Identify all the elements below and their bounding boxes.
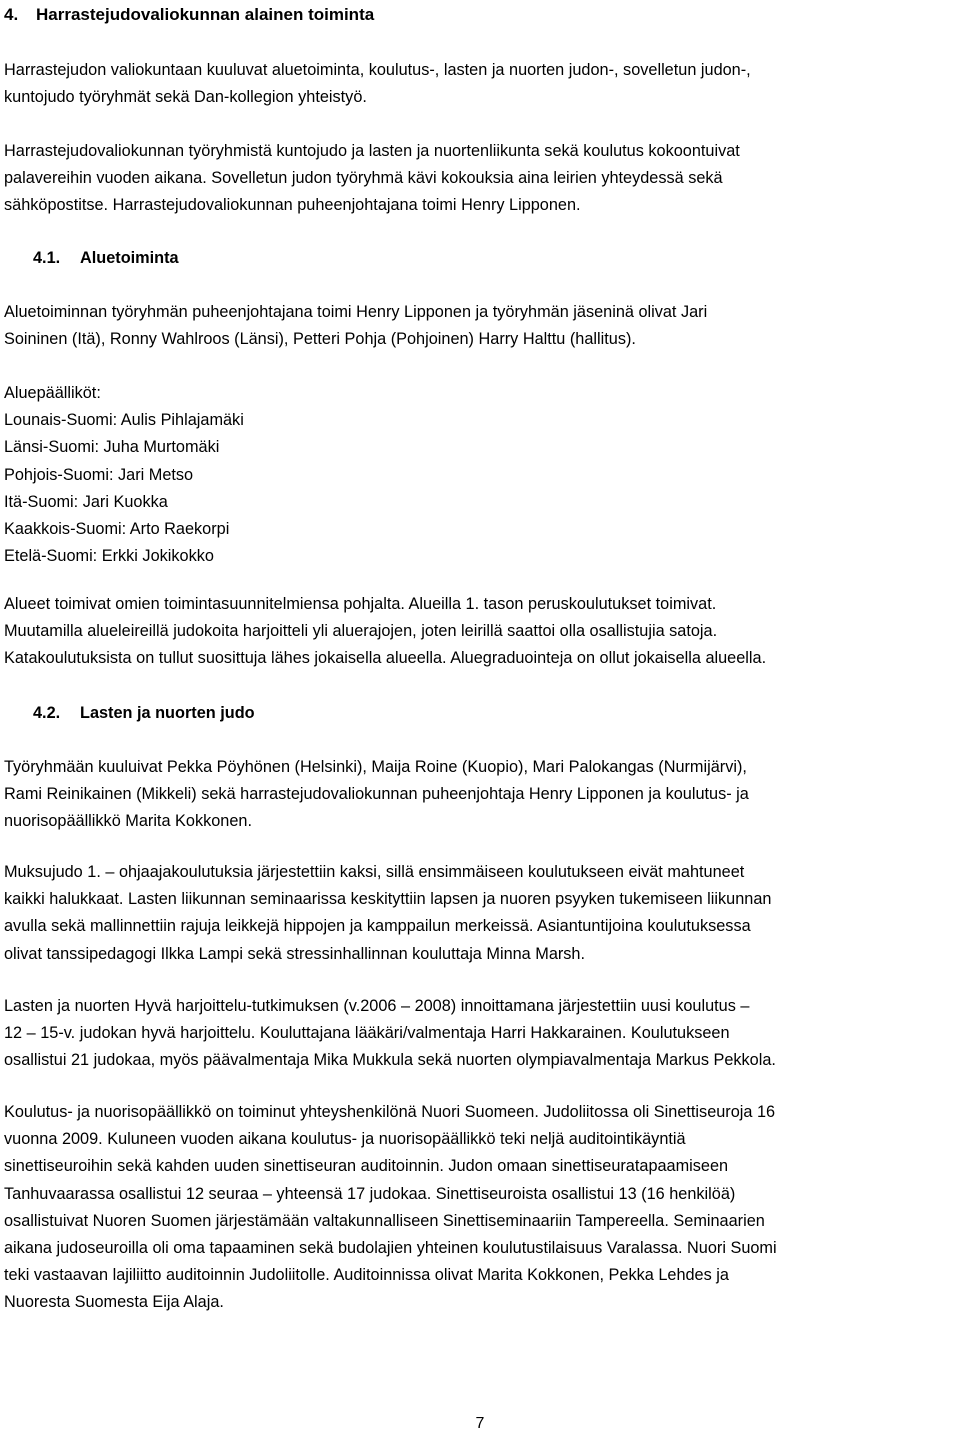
text-line: Nuoresta Suomesta Eija Alaja. <box>4 1293 224 1312</box>
subsection-number: 4.1. <box>33 249 61 267</box>
text-line: Muksujudo 1. – ohjaajakoulutuksia järjestettiin kaksi, sillä ensimmäiseen koulutukseen eivät mahtuneet <box>4 863 745 881</box>
section-title: Harrastejudovaliokunnan alainen toiminta <box>36 5 375 24</box>
list-item: Itä-Suomi: Jari Kuokka <box>4 492 168 511</box>
text-line: nuorisopäällikkö Marita Kokkonen. <box>4 812 252 831</box>
text-line: kuntojudo työryhmät sekä Dan-kollegion yhteistyö. <box>4 88 367 107</box>
text-line: avulla sekä mallinnettiin rajuja leikkejä hippojen ja kamppailun merkeissä. Asiantuntijoina koulutuksessa <box>4 917 751 936</box>
text-line: kaikki halukkaat. Lasten liikunnan seminaarissa keskityttiin lapsen ja nuoren psyyken tukemiseen liikunnan <box>4 890 772 909</box>
text-line: sinettiseuroihin sekä kahden uuden sinettiseuran auditoinnin. Judon omaan sinettiseuratapaamiseen <box>4 1157 729 1176</box>
research-paragraph <box>4 993 776 1075</box>
section-heading-4-1 <box>4 245 179 272</box>
text-line: olivat tanssipedagogi Ilkka Lampi sekä stressinhallinnan kouluttaja Minna Marsh. <box>4 944 586 963</box>
text-line: Lasten ja nuorten Hyvä harjoittelu-tutkimuksen (v.2006 – 2008) innoittamana järjestettiin uusi koulutus – <box>4 997 750 1015</box>
page-number: 7 <box>475 1415 485 1432</box>
text-line: Muutamilla alueleireillä judokoita harjoitteli yli aluerajojen, joten leirillä saattoi olla osallistujia satoja. <box>4 622 718 641</box>
text-line: Koulutus- ja nuorisopäällikkö on toiminut yhteyshenkilönä Nuori Suomeen. Judoliitossa oli Sinettiseuroja 16 <box>4 1103 776 1121</box>
text-line: Soininen (Itä), Ronny Wahlroos (Länsi), Petteri Pohja (Pohjoinen) Harry Halttu (hallitus). <box>4 330 636 349</box>
group-paragraph <box>4 754 749 836</box>
section-number: 4. <box>4 5 19 24</box>
members-paragraph <box>4 299 707 353</box>
text-line: Alueet toimivat omien toimintasuunnitelmiensa pohjalta. Alueilla 1. tason peruskoulutukset toimivat. <box>4 595 717 613</box>
text-line: osallistuivat Nuoren Suomen järjestämään valtakunnalliseen Sinettiseminaariin Tampereella. Seminaarien <box>4 1211 765 1230</box>
subsection-number: 4.2. <box>33 704 61 722</box>
text-line: vuonna 2009. Kuluneen vuoden aikana koulutus- ja nuorisopäällikkö teki neljä auditointikäyntiä <box>4 1130 686 1149</box>
text-line: Rami Reinikainen (Mikkeli) sekä harrastejudovaliokunnan puheenjohtaja Henry Lipponen ja koulutus- ja <box>4 785 749 804</box>
text-line: sähköpostitse. Harrastejudovaliokunnan puheenjohtajana toimi Henry Lipponen. <box>4 196 581 215</box>
list-item: Pohjois-Suomi: Jari Metso <box>4 465 194 484</box>
list-item: Lounais-Suomi: Aulis Pihlajamäki <box>4 411 244 430</box>
text-line: osallistui 21 judokaa, myös päävalmentaja Mika Mukkula sekä nuorten olympiavalmentaja Markus Pekkola. <box>4 1051 776 1070</box>
text-line: Harrastejudovaliokunnan työryhmistä kuntojudo ja lasten ja nuortenliikunta sekä koulutus kokoontuivat <box>4 142 740 160</box>
subsection-title: Lasten ja nuorten judo <box>80 704 255 722</box>
activity-paragraph <box>4 591 766 673</box>
text-line: Aluetoiminnan työryhmän puheenjohtajana toimi Henry Lipponen ja työryhmän jäseninä olivat Jari <box>4 303 708 321</box>
list-item: Länsi-Suomi: Juha Murtomäki <box>4 438 220 457</box>
text-line: teki vastaavan lajiliitto auditoinnin Judoliitolle. Auditoinnissa olivat Marita Kokkonen, Pekka Lehdes ja <box>4 1266 729 1285</box>
list-item: Etelä-Suomi: Erkki Jokikokko <box>4 547 214 566</box>
text-line: Työryhmään kuuluivat Pekka Pöyhönen (Helsinki), Maija Roine (Kuopio), Mari Palokangas (Nurmijärvi), <box>4 758 747 776</box>
clubs-paragraph <box>4 1099 777 1317</box>
list-heading: Aluepäälliköt: <box>4 384 101 402</box>
text-line: Katakoulutuksista on tullut suosittuja lähes jokaisella alueella. Aluegraduointeja on ollut jokaisella alueella. <box>4 649 767 668</box>
subsection-title: Aluetoiminta <box>80 249 179 267</box>
text-line: palavereihin vuoden aikana. Sovelletun judon työryhmä kävi kokouksia aina leirien yhteydessä sekä <box>4 169 723 188</box>
text-line: Harrastejudon valiokuntaan kuuluvat aluetoiminta, koulutus-, lasten ja nuorten judon-, sovelletun judon-, <box>4 61 751 79</box>
intro-paragraph <box>4 57 751 111</box>
text-line: aikana judoseuroilla oli oma tapaaminen sekä budolajien yhteinen koulutustilaisuus Varalassa. Nuori Suomi <box>4 1239 777 1258</box>
second-paragraph <box>4 138 740 220</box>
area-managers-list <box>4 380 244 570</box>
text-line: Tanhuvaarassa osallistui 12 seuraa – yhteensä 17 judokaa. Sinettiseuroista osallistui 13 (16 henkilöä) <box>4 1184 736 1203</box>
text-line: 12 – 15-v. judokan hyvä harjoittelu. Kouluttajana lääkäri/valmentaja Harri Hakkarainen. Koulutukseen <box>4 1024 730 1043</box>
muksujudo-paragraph <box>4 859 771 968</box>
section-heading-4 <box>4 1 374 28</box>
list-item: Kaakkois-Suomi: Arto Raekorpi <box>4 520 230 539</box>
section-heading-4-2 <box>4 700 255 727</box>
